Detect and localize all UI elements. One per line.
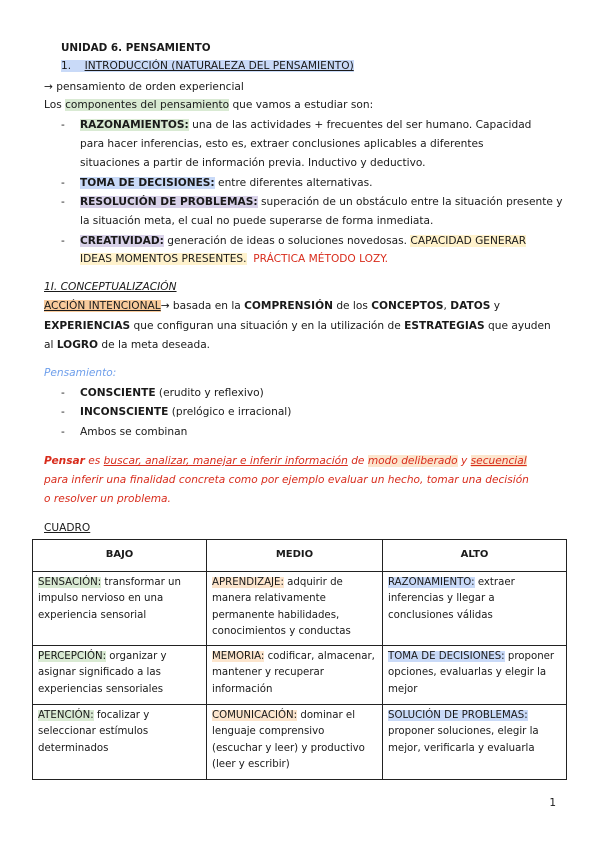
table-cell: SOLUCIÓN DE PROBLEMAS: proponer soluciones, elegir la mejor, verificarla y evaluarla: [383, 704, 567, 779]
definition-line3: o resolver un problema.: [44, 493, 171, 505]
list-dash: -: [61, 177, 65, 189]
component-razonamientos-line2: para hacer inferencias, esto es, extraer conclusiones aplicables a diferentes: [80, 138, 484, 150]
table-cell: SENSACIÓN: transformar un impulso nervioso en una experiencia sensorial: [33, 571, 207, 645]
header-medio: MEDIO: [207, 540, 383, 572]
table-cell: MEMORIA: codificar, almacenar, mantener y recuperar información: [207, 645, 383, 704]
table-row: [33, 645, 567, 704]
table-cell: PERCEPCIÓN: organizar y asignar significado a las experiencias sensoriales: [33, 645, 207, 704]
definition-line2: para inferir una finalidad concreta como por ejemplo evaluar un hecho, tomar una decisión: [44, 474, 529, 486]
header-bajo: BAJO: [33, 540, 207, 572]
table-caption: CUADRO: [44, 522, 91, 534]
list-dash: -: [61, 196, 65, 208]
list-dash: -: [61, 406, 65, 418]
table-cell: APRENDIZAJE: adquirir de manera relativamente permanente habilidades, conocimientos y conductas: [207, 571, 383, 645]
intro-line1: → pensamiento de orden experiencial: [44, 81, 244, 93]
list-dash: -: [61, 426, 65, 438]
cuadro-table: [32, 539, 567, 780]
component-creatividad-line2: IDEAS MOMENTOS PRESENTES. PRÁCTICA MÉTODO LOZY.: [80, 253, 388, 265]
component-razonamientos-line3: situaciones a partir de información previa. Inductivo y deductivo.: [80, 157, 426, 169]
definition-line1: Pensar es buscar, analizar, manejar e inferir información de modo deliberado y secuencial: [44, 455, 527, 467]
table-cell: TOMA DE DECISIONES: proponer opciones, evaluarlas y elegir la mejor: [383, 645, 567, 704]
section2-title: 1I. CONCEPTUALIZACIÓN: [44, 281, 177, 293]
component-toma-decisiones: TOMA DE DECISIONES: entre diferentes alternativas.: [80, 177, 373, 189]
component-razonamientos: RAZONAMIENTOS: una de las actividades + frecuentes del ser humano. Capacidad: [80, 119, 532, 131]
accion-intencional: ACCIÓN INTENCIONAL: [44, 300, 161, 312]
page-number: 1: [549, 797, 556, 809]
table-cell: COMUNICACIÓN: dominar el lenguaje comprensivo (escuchar y leer) y productivo (leer y escribir): [207, 704, 383, 779]
table-cell: ATENCIÓN: focalizar y seleccionar estímulos determinados: [33, 704, 207, 779]
component-resolucion-line2: la situación meta, el cual no puede superarse de forma inmediata.: [80, 215, 434, 227]
section1-title: INTRODUCCIÓN (NATURALEZA DEL PENSAMIENTO): [84, 60, 354, 72]
component-creatividad: CREATIVIDAD: generación de ideas o soluciones novedosas. CAPACIDAD GENERAR: [80, 235, 527, 247]
list-dash: -: [61, 119, 65, 131]
section2-para-line1: ACCIÓN INTENCIONAL→ basada en la COMPRENSIÓN de los CONCEPTOS, DATOS y: [44, 300, 500, 312]
pensamiento-label: Pensamiento:: [44, 367, 117, 379]
components-highlight: componentes del pensamiento: [65, 99, 230, 111]
section1-number: 1.: [61, 60, 72, 72]
table-cell: RAZONAMIENTO: extraer inferencias y llegar a conclusiones válidas: [383, 571, 567, 645]
section1-heading: [61, 57, 354, 76]
unit-title: UNIDAD 6. PENSAMIENTO: [61, 42, 211, 54]
intro-line2: Los componentes del pensamiento que vamos a estudiar son:: [44, 99, 374, 111]
pensamiento-inconsciente: INCONSCIENTE (prelógico e irracional): [80, 406, 292, 418]
pensamiento-consciente: CONSCIENTE (erudito y reflexivo): [80, 387, 264, 399]
section2-para-line3: al LOGRO de la meta deseada.: [44, 339, 211, 351]
header-alto: ALTO: [383, 540, 567, 572]
table-row: [33, 571, 567, 645]
list-dash: -: [61, 387, 65, 399]
pensamiento-ambos: Ambos se combinan: [80, 426, 188, 438]
list-dash: -: [61, 235, 65, 247]
section2-para-line2: EXPERIENCIAS que configuran una situación y en la utilización de ESTRATEGIAS que ayuden: [44, 320, 551, 332]
table-row: [33, 704, 567, 779]
table-header-row: [33, 540, 567, 572]
component-resolucion: RESOLUCIÓN DE PROBLEMAS: superación de un obstáculo entre la situación presente y: [80, 196, 563, 208]
